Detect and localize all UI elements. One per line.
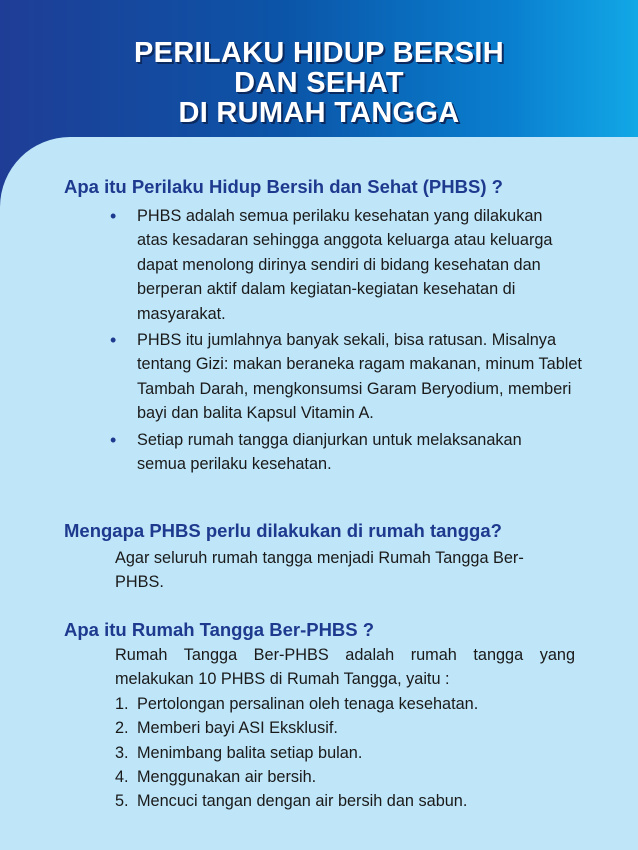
list-item bbox=[115, 741, 575, 765]
item-text: Memberi bayi ASI Eksklusif. bbox=[137, 719, 338, 738]
list-item bbox=[115, 692, 575, 716]
item-number: 3. bbox=[115, 743, 129, 762]
title-line: DAN SEHAT bbox=[234, 67, 404, 99]
bullet-icon: • bbox=[110, 429, 117, 450]
item-number: 1. bbox=[115, 694, 129, 713]
item-number: 2. bbox=[115, 719, 129, 738]
list-item bbox=[115, 716, 575, 740]
item-text: Mencuci tangan dengan air bersih dan sabun. bbox=[137, 792, 468, 811]
bullet-icon: • bbox=[110, 206, 117, 226]
item-number: 5. bbox=[115, 792, 129, 811]
section3-intro: Rumah Tangga Ber-PHBS adalah rumah tangga yang melakukan 10 PHBS di Rumah Tangga, yaitu : bbox=[115, 646, 575, 689]
item-text: Menggunakan air bersih. bbox=[137, 768, 317, 787]
item-number: 4. bbox=[115, 768, 129, 787]
section1-heading: Apa itu Perilaku Hidup Bersih dan Sehat (PHBS) ? bbox=[64, 176, 503, 197]
item-text: Menimbang balita setiap bulan. bbox=[137, 743, 363, 762]
bullet-text: PHBS adalah semua perilaku kesehatan yang dilakukan atas kesadaran sehingga anggota keluarga atau keluarga dapat menolong dirinya sendiri di bidang kesehatan dan berperan aktif dalam kegiatan-kegiatan kesehatan di masyarakat. bbox=[137, 207, 553, 323]
section2-text: Agar seluruh rumah tangga menjadi Rumah Tangga Ber-PHBS. bbox=[115, 549, 524, 592]
bullet-text: Setiap rumah tangga dianjurkan untuk melaksanakan semua perilaku kesehatan. bbox=[137, 430, 522, 474]
list-item bbox=[110, 328, 582, 426]
list-item bbox=[115, 789, 575, 813]
list-item bbox=[115, 765, 575, 789]
page-title bbox=[0, 38, 638, 128]
section3-heading: Apa itu Rumah Tangga Ber-PHBS ? bbox=[64, 619, 375, 640]
section3-body bbox=[115, 643, 575, 814]
bullet-icon: • bbox=[110, 330, 117, 351]
title-line: DI RUMAH TANGGA bbox=[178, 97, 460, 129]
section2-heading: Mengapa PHBS perlu dilakukan di rumah tangga? bbox=[64, 520, 502, 541]
section1-bullet-list bbox=[110, 204, 580, 478]
bullet-text: PHBS itu jumlahnya banyak sekali, bisa ratusan. Misalnya tentang Gizi: makan beraneka ragam makanan, minum Tablet Tambah Darah, mengkonsumsi Garam Beryodium, memberi bayi dan balita Kapsul Vitamin A. bbox=[137, 331, 582, 423]
list-item bbox=[110, 204, 577, 326]
list-item bbox=[110, 428, 567, 477]
item-text: Pertolongan persalinan oleh tenaga kesehatan. bbox=[137, 694, 479, 713]
title-line: PERILAKU HIDUP BERSIH bbox=[134, 37, 504, 69]
